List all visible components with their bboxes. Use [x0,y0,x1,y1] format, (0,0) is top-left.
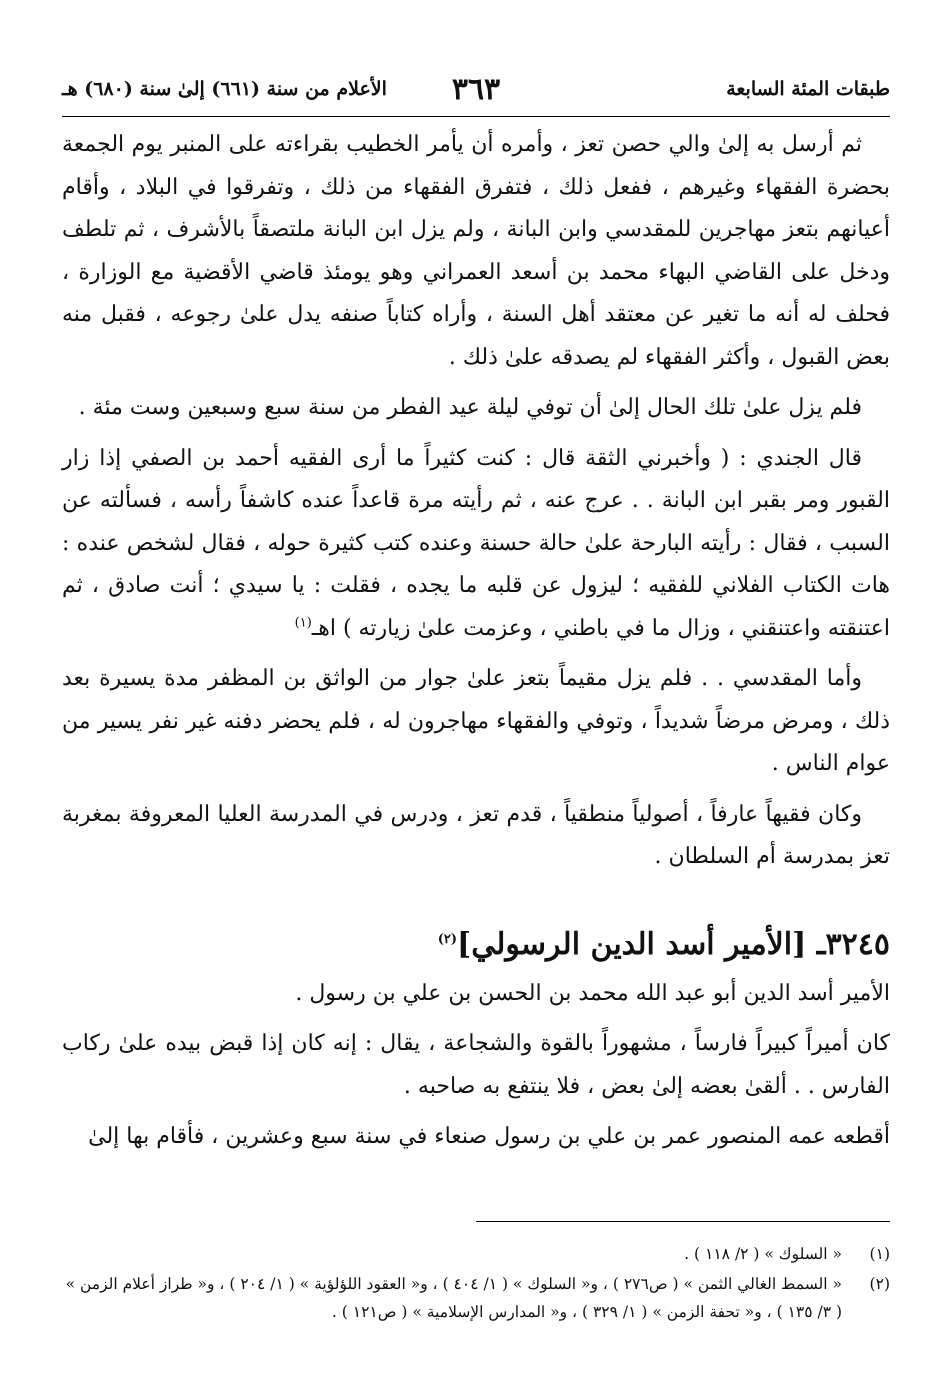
page-number: ٣٦٣ [451,72,501,107]
entry-title: ٣٢٤٥ـ [الأمير أسد الدين الرسولي] [457,926,890,962]
paragraph: وكان فقيهاً عارفاً ، أصولياً منطقياً ، قدم تعز ، ودرس في المدرسة العليا المعروفة بمغربة تعز بمدرسة أم السلطان . [62,801,890,869]
main-text [62,124,890,1167]
footnote-2 [62,1270,890,1326]
era-range: الأعلام من سنة (٦٦١) إلىٰ سنة (٦٨٠) هـ [62,78,387,100]
entry-paragraph: أقطعه عمه المنصور عمر بن علي بن رسول صنعاء في سنة سبع وعشرين ، فأقام بها إلىٰ [88,1124,890,1149]
quote-text: قال الجندي : ( وأخبرني الثقة قال : كنت كثيراً ما أرى الفقيه أحمد بن الصفي إذا زار القبور ومر بقبر ابن البانة . . عرج عنه ، ثم رأيته مرة قاعداً عنده كاشفاً رأسه ، فسألته عن السبب ، فقال : رأيته البارحة علىٰ حالة حسنة وعنده كتب كثيرة حوله ، فقال لشخص عنده : هات الكتاب الفلاني للفقيه ؛ ليزول عن قلبه ما يجده ، فقلت : يا سيدي ؛ أنت صادق ، ثم اعتنقته واعتنقني ، وزال ما في باطني ، وعزمت علىٰ زيارته ) اهـ [62,445,891,641]
paragraph: فلم يزل علىٰ تلك الحال إلىٰ أن توفي ليلة عيد الفطر من سنة سبع وسبعين وست مئة . [78,395,862,420]
footnote-divider [476,1221,890,1222]
footnote-number: (١) [869,1245,890,1263]
paragraph: ثم أرسل به إلىٰ والي حصن تعز ، وأمره أن يأمر الخطيب بقراءته على المنبر يوم الجمعة بحضرة الفقهاء وغيرهم ، ففعل ذلك ، فتفرق الفقهاء من ذلك ، وتفرقوا في البلاد ، وأقام أعيانهم بتعز مهاجرين للمقدسي وابن البانة ، ولم يزل ابن البانة ملتصقاً بالأشرف ، ثم تلطف ودخل على القاضي البهاء محمد بن أسعد العمراني وهو يومئذ قاضي الأقضية مع الوزارة ، فحلف له أنه ما تغير عن معتقد أهل السنة ، وأراه كتاباً صنفه يدل علىٰ رجوعه ، فقبل منه بعض القبول ، وأكثر الفقهاء لم يصدقه علىٰ ذلك . [62,132,890,370]
footnote-ref-1[interactable]: (١) [294,615,312,631]
paragraph: وأما المقدسي . . فلم يزل مقيماً بتعز علىٰ جوار من الواثق بن المظفر مدة يسيرة بعد ذلك ، ومرض مرضاً شديداً ، وتوفي والفقهاء مهاجرون له ، فلم يحضر دفنه غير نفر يسير من عوام الناس . [62,666,890,776]
footnote-1 [62,1240,890,1268]
footnotes [62,1240,890,1328]
entry-paragraph: كان أميراً كبيراً فارساً ، مشهوراً بالقوة والشجاعة ، يقال : إنه كان إذا قبض بيده علىٰ ركاب الفارس . . ألقىٰ بعضه إلىٰ بعض ، فلا ينتفع به صاحبه . [62,1031,891,1099]
running-header [62,68,890,117]
quote-paragraph [62,438,890,651]
section-title: طبقات المئة السابعة [726,78,890,100]
entry-paragraph: الأمير أسد الدين أبو عبد الله محمد بن الحسن بن علي بن رسول . [295,980,890,1006]
footnote-number: (٢) [869,1275,890,1293]
footnote-text: « السلوك » ( ٢/ ١١٨ ) . [684,1245,842,1263]
entry-heading [62,923,890,967]
footnote-ref-2[interactable]: (٢) [437,931,458,947]
footnote-text: « السمط الغالي الثمن » ( ص٢٧٦ ) ، و« السلوك » ( ١/ ٤٠٤ ) ، و« العقود اللؤلؤية » ( ١/ ٢٠٤ ) ، و« طراز أعلام الزمن » ( ٣/ ١٣٥ ) ، و« تحفة الزمن » ( ١/ ٣٢٩ ) ، و« المدارس الإسلامية » ( ص١٢١ ) . [65,1275,842,1321]
